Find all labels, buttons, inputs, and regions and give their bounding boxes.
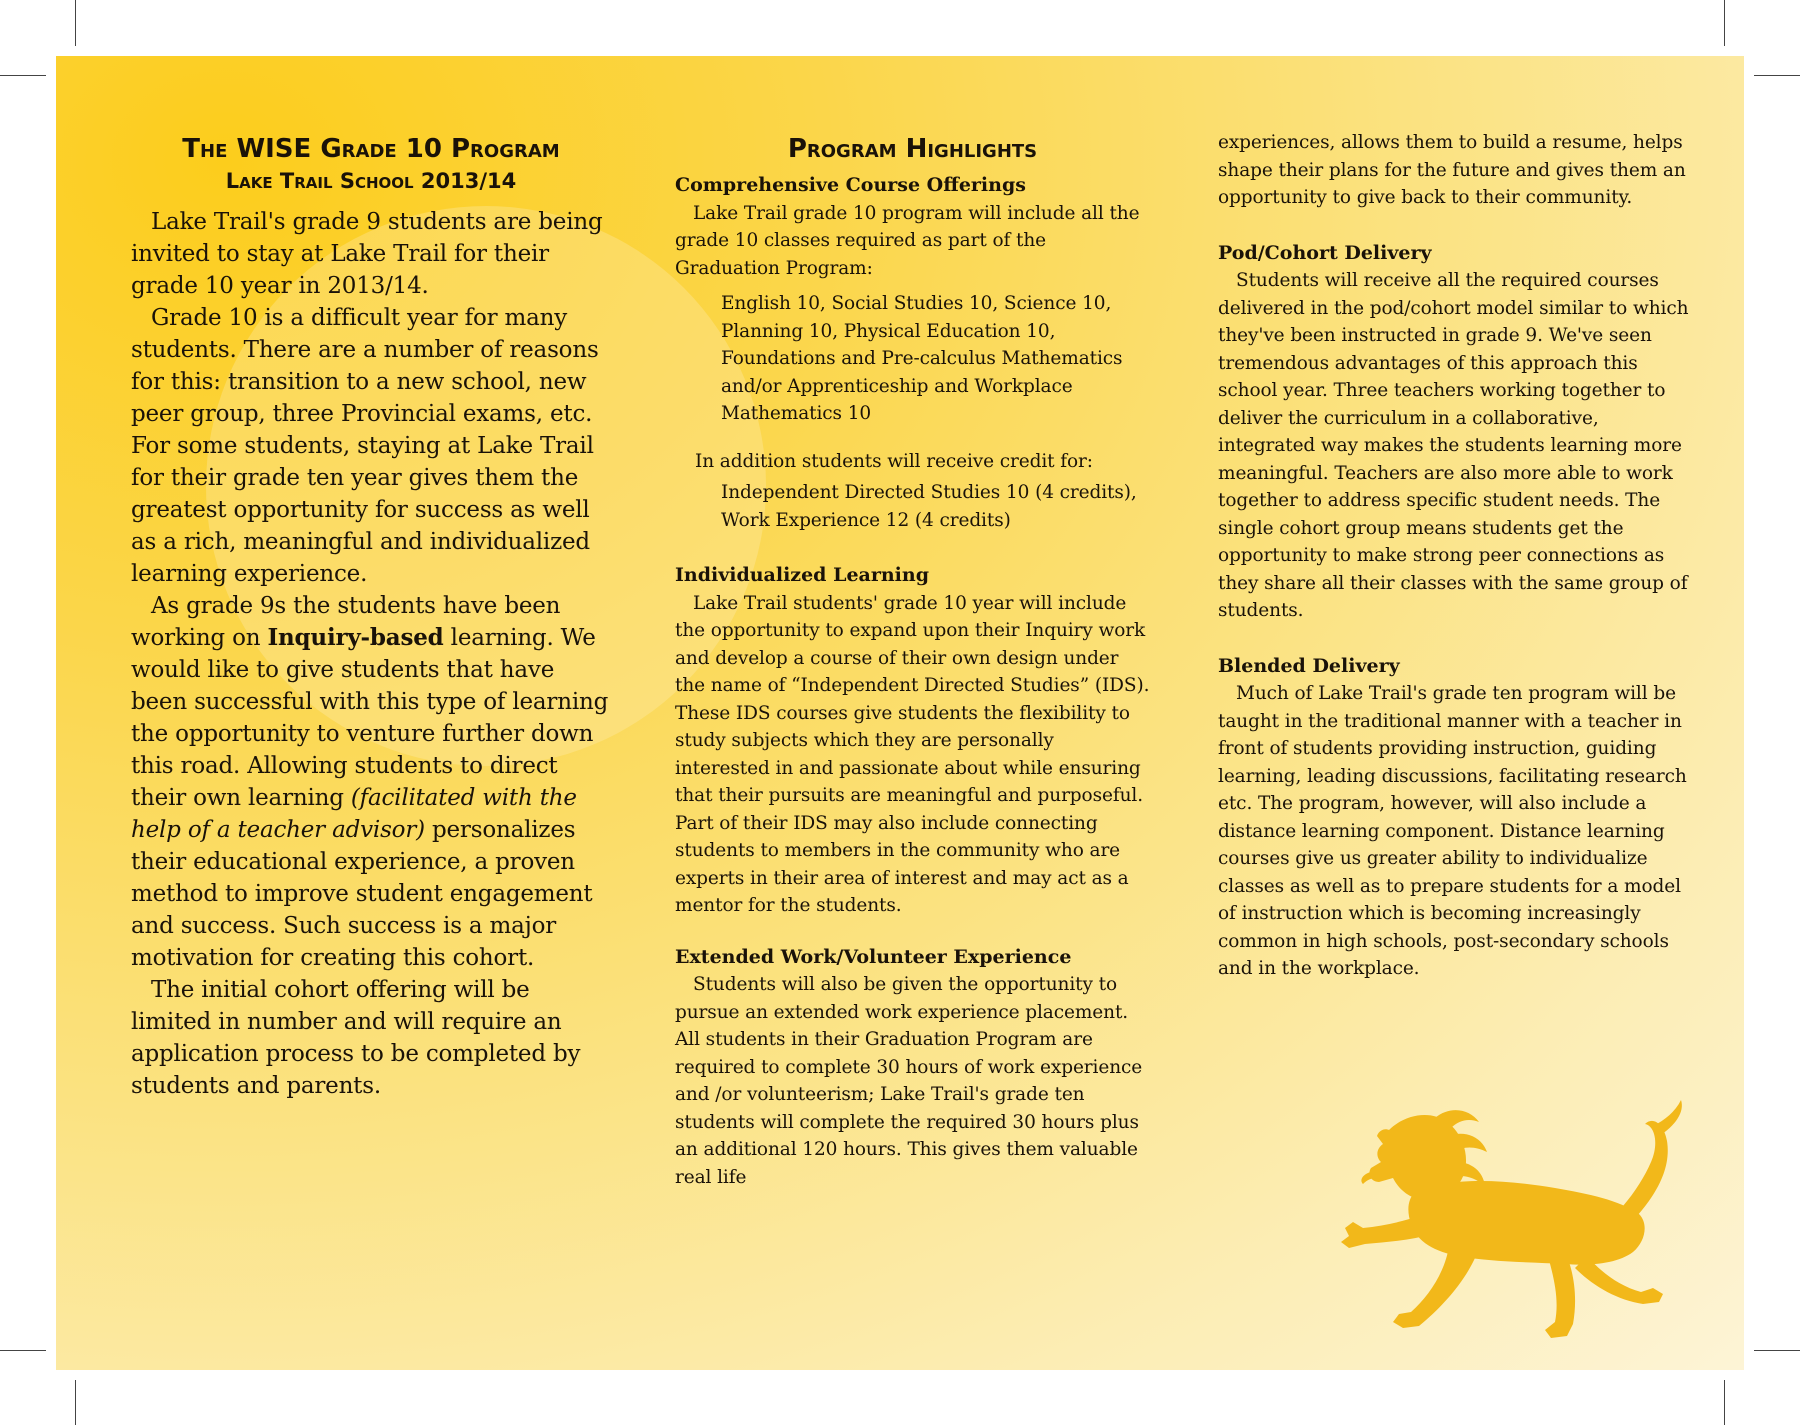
credit-list: Independent Directed Studies 10 (4 credits), Work Experience 12 (4 credits) [721, 482, 1137, 531]
individualized-learning-text: Lake Trail students' grade 10 year will include the opportunity to expand upon their Inquiry work and develop a course of their own design under the name of “Independent Directed Studies” (IDS). These IDS courses give students the flexibility to study subjects which they are personally interested in and passionate about while ensuring that their pursuits are meaningful and purposeful. Part of their IDS may also include connecting students to members in the community who are experts in their area of interest and may act as a mentor for the students. [675, 592, 1150, 916]
intro-paragraph: Lake Trail's grade 9 students are being invited to stay at Lake Trail for their grade 10 year in 2013/14. [131, 209, 603, 299]
blended-delivery-text: Much of Lake Trail's grade ten program will be taught in the traditional manner with a teacher in front of students providing instruction, guiding learning, leading discussions, facilitating research etc. The program, however, will also include a distance learning component. Distance learning courses give us greater ability to individualize classes as well as to prepare students for a model of instruction which is becoming increasingly common in high schools, post-secondary schools and in the workplace. [1218, 683, 1687, 979]
spacer [675, 534, 1150, 562]
right-column [1218, 129, 1693, 983]
lion-rampant-icon [1319, 1096, 1699, 1346]
blended-delivery-heading: Blended Delivery [1218, 654, 1400, 677]
pod-cohort-text: Students will receive all the required courses delivered in the pod/cohort model similar to which they've been instructed in grade 9. We've seen tremendous advantages of this approach this school year. Three teachers working together to deliver the curriculum in a collaborative, integrated way makes the students learning more meaningful. Teachers are also more able to work together to address specific student needs. The single cohort group means students get the opportunity to make strong peer connections as they share all their classes with the same group of students. [1218, 270, 1689, 621]
brochure-panel [56, 56, 1744, 1370]
spacer [1218, 625, 1693, 653]
work-experience-text: Students will also be given the opportunity to pursue an extended work experience placement. All students in their Graduation Program are required to complete 30 hours of work experience and /or volunteerism; Lake Trail's grade ten students will complete the required 30 hours plus an additional 120 hours. This gives them valuable real life [675, 974, 1143, 1188]
spacer [1218, 212, 1693, 240]
crop-mark [1754, 75, 1800, 76]
pod-cohort-heading: Pod/Cohort Delivery [1218, 241, 1432, 264]
crop-mark [1724, 1380, 1725, 1425]
work-experience-heading: Extended Work/Volunteer Experience [675, 945, 1072, 968]
inquiry-bold: Inquiry-based [267, 624, 444, 651]
crop-mark [1724, 0, 1725, 46]
course-offerings-text: Lake Trail grade 10 program will include all the grade 10 classes required as part of the Graduation Program: [675, 202, 1140, 279]
inquiry-text-c: personalizes their educational experience, a proven method to improve student engagement and success. Such success is a major motivation for creating this cohort. [131, 817, 593, 971]
spacer [675, 920, 1150, 944]
crop-mark [75, 1380, 76, 1425]
crop-mark [0, 75, 46, 76]
work-experience-continued: experiences, allows them to build a resume, helps shape their plans for the future and gives them an opportunity to give back to their community. [1218, 132, 1686, 208]
left-column [131, 132, 611, 1102]
crop-mark [0, 1350, 46, 1351]
inquiry-paragraph [131, 590, 611, 974]
inquiry-text-a: As grade 9s the students have been working on [131, 593, 561, 651]
inquiry-italic: (facilitated with the help of a teacher advisor) [131, 785, 577, 843]
individualized-learning-heading: Individualized Learning [675, 564, 929, 586]
course-offerings-heading: Comprehensive Course Offerings [675, 174, 1026, 196]
crop-mark [75, 0, 76, 46]
program-title: The WISE Grade 10 Program [182, 134, 560, 164]
credit-intro: In addition students will receive credit for: [695, 450, 1093, 472]
cohort-paragraph: The initial cohort offering will be limited in number and will require an application process to be completed by students and parents. [131, 977, 581, 1099]
crop-mark [1754, 1350, 1800, 1351]
course-list: English 10, Social Studies 10, Science 10, Planning 10, Physical Education 10, Foundations and Pre-calculus Mathematics and/or Apprenticeship and Workplace Mathematics 10 [721, 293, 1123, 424]
inquiry-text-b: learning. We would like to give students that have been successful with this type of learning the opportunity to venture further down this road. Allowing students to direct their own learning [131, 625, 609, 811]
highlights-title: Program Highlights [787, 134, 1038, 164]
difficulty-paragraph: Grade 10 is a difficult year for many students. There are a number of reasons for this: transition to a new school, new peer group, three Provincial exams, etc. For some students, staying at Lake Trail for their grade ten year gives them the greatest opportunity for success as well as a rich, meaningful and individualized learning experience. [131, 305, 599, 587]
school-subtitle: Lake Trail School 2013/14 [225, 169, 517, 193]
middle-column [675, 132, 1150, 1191]
